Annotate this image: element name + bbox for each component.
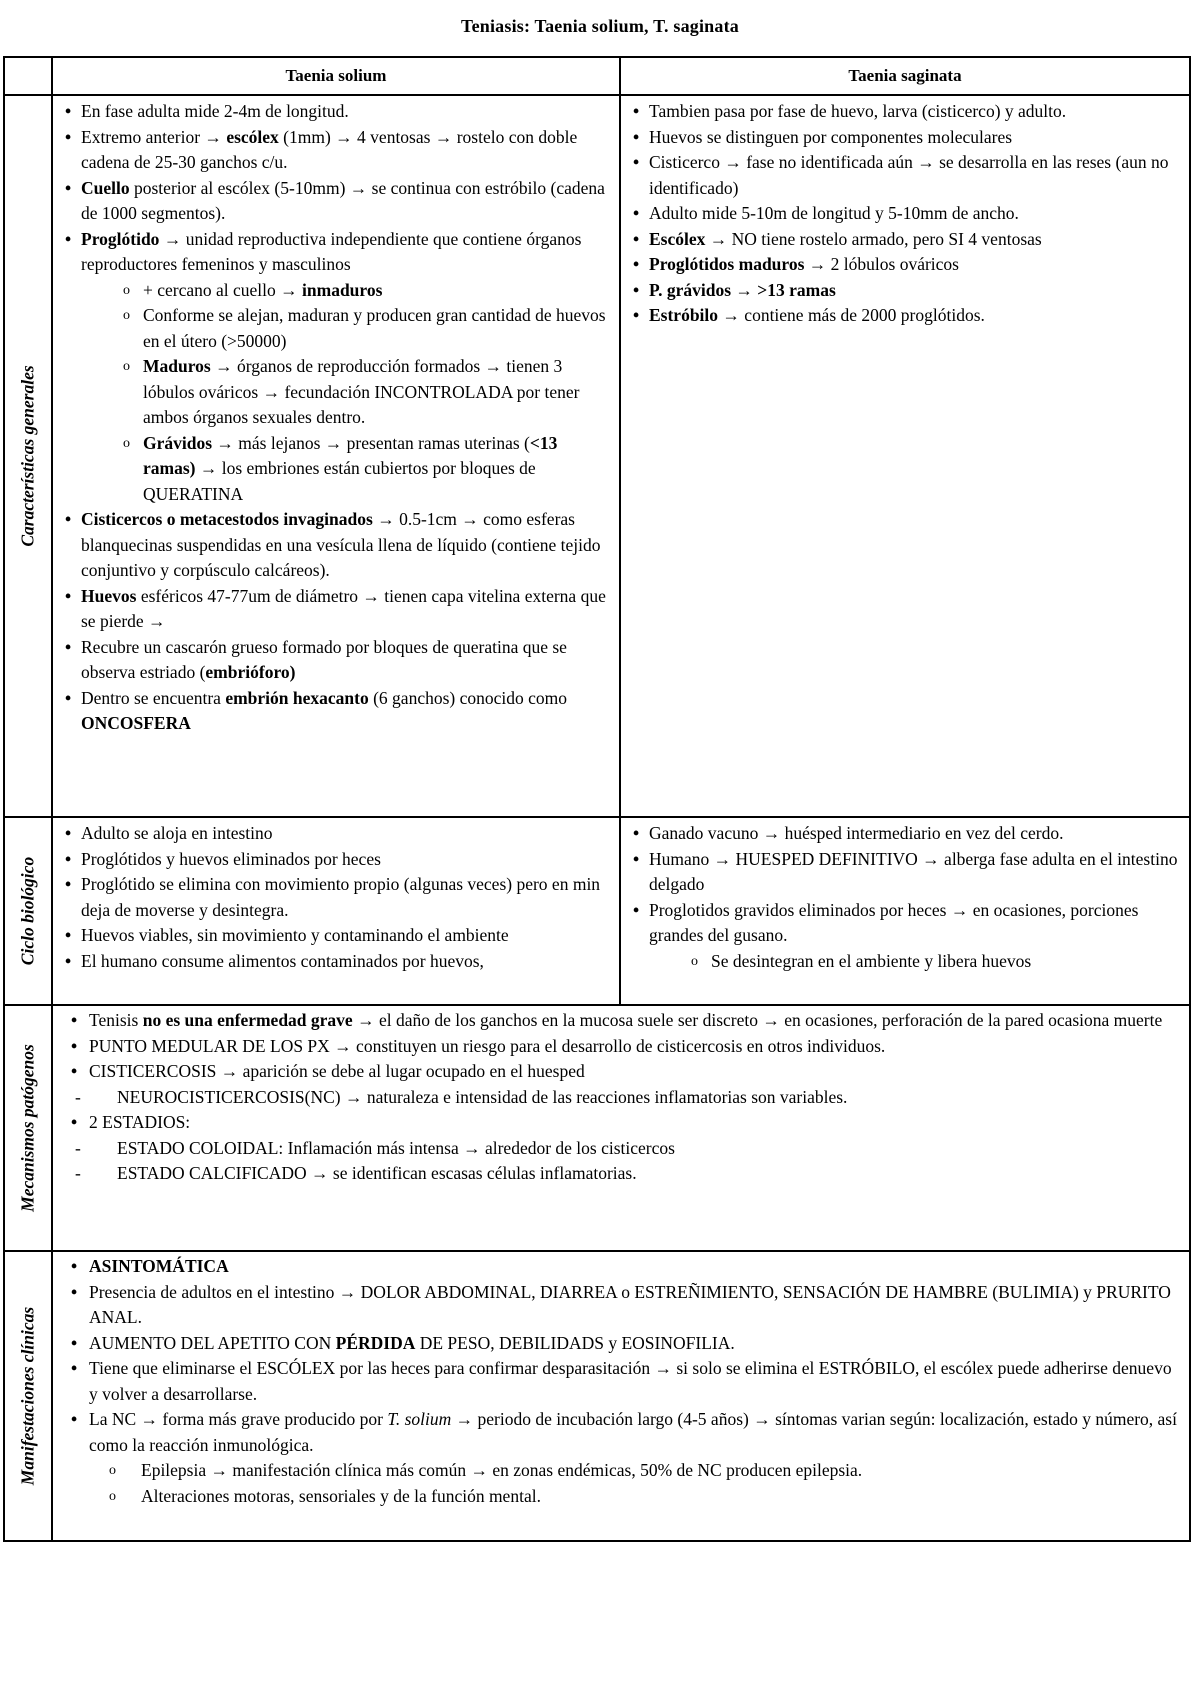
list-item: • Presencia de adultos en el intestino → DOLOR ABDOMINAL, DIARREA o ESTREÑIMIENTO, SENSACIÓN DE HAMBRE (BULIMIA) y PRURITO ANAL. [61, 1280, 1181, 1331]
caracteristicas-saginata-cell [620, 95, 1190, 817]
sub-list-item: o Epilepsia → manifestación clínica más común → en zonas endémicas, 50% de NC producen epilepsia. [61, 1458, 1181, 1484]
list-item: • PUNTO MEDULAR DE LOS PX → constituyen un riesgo para el desarrollo de cisticercosis en otros individuos. [61, 1034, 1181, 1060]
corner-cell [4, 57, 52, 95]
ciclo-saginata-cell [620, 817, 1190, 1005]
list-item: • Ganado vacuno → huésped intermediario en vez del cerdo. [629, 821, 1181, 847]
row-caracteristicas [4, 95, 1190, 817]
sub-list-item: o + cercano al cuello → inmaduros [81, 278, 611, 304]
section-label-manifestaciones [4, 1251, 52, 1541]
list-item: • Proglótido → unidad reproductiva independiente que contiene órganos reproductores femeninos y masculinos o + cercano al cuello → inmaduros o Conforme se alejan, maduran y producen gran cantidad de huevos en el útero (>50000) o Maduros → órganos de reproducción formados → tienen 3 lóbulos ováricos → fecundación INCONTROLADA por tener ambos órganos sexuales dentro. o Grávidos → más lejanos → presentan ramas uterinas (<13 ramas) → los embriones están cubiertos por bloques de QUERATINA [61, 227, 611, 508]
column-header-solium: Taenia solium [52, 57, 620, 95]
section-label-text: Mecanismos patógenos [17, 1044, 38, 1212]
section-label-caracteristicas [4, 95, 52, 817]
dash-item: - ESTADO COLOIDAL: Inflamación más intensa → alrededor de los cisticercos [61, 1136, 1181, 1162]
list-item: • Tiene que eliminarse el ESCÓLEX por las heces para confirmar desparasitación → si solo se elimina el ESTRÓBILO, el escólex puede adherirse denuevo y volver a desarrollarse. [61, 1356, 1181, 1407]
list-item: • 2 ESTADIOS: [61, 1110, 1181, 1136]
section-label-text: Manifestaciones clínicas [17, 1306, 38, 1486]
sub-list-item: o Grávidos → más lejanos → presentan ramas uterinas (<13 ramas) → los embriones están cubiertos por bloques de QUERATINA [81, 431, 611, 508]
sub-list-item: o Alteraciones motoras, sensoriales y de la función mental. [61, 1484, 1181, 1510]
manifestaciones-cell [52, 1251, 1190, 1541]
header-row [4, 57, 1190, 95]
list-item: • ASINTOMÁTICA [61, 1254, 1181, 1280]
list-item: • La NC → forma más grave producido por T. solium → periodo de incubación largo (4-5 años) → síntomas varian según: localización, estado y número, así como la reacción inmunológica. [61, 1407, 1181, 1458]
list-item: • Cuello posterior al escólex (5-10mm) → se continua con estróbilo (cadena de 1000 segmentos). [61, 176, 611, 227]
list-item: • El humano consume alimentos contaminados por huevos, [61, 949, 611, 975]
sub-list-item: o Se desintegran en el ambiente y libera huevos [649, 949, 1181, 975]
page-title: Teniasis: Taenia solium, T. saginata [461, 16, 739, 36]
list-item: • Huevos viables, sin movimiento y contaminando el ambiente [61, 923, 611, 949]
list-item: • Proglótido se elimina con movimiento propio (algunas veces) pero en min deja de moverse y desintegra. [61, 872, 611, 923]
list-item: • Recubre un cascarón grueso formado por bloques de queratina que se observa estriado (embrióforo) [61, 635, 611, 686]
dash-item: - NEUROCISTICERCOSIS(NC) → naturaleza e intensidad de las reacciones inflamatorias son variables. [61, 1085, 1181, 1111]
list-item: • Estróbilo → contiene más de 2000 proglótidos. [629, 303, 1181, 329]
list-item: • Tambien pasa por fase de huevo, larva (cisticerco) y adulto. [629, 99, 1181, 125]
list-item: • Tenisis no es una enfermedad grave → el daño de los ganchos en la mucosa suele ser discreto → en ocasiones, perforación de la pared ocasiona muerte [61, 1008, 1181, 1034]
sub-list-item: o Maduros → órganos de reproducción formados → tienen 3 lóbulos ováricos → fecundación INCONTROLADA por tener ambos órganos sexuales dentro. [81, 354, 611, 431]
list-item: • Proglótidos maduros → 2 lóbulos ováricos [629, 252, 1181, 278]
list-item: • AUMENTO DEL APETITO CON PÉRDIDA DE PESO, DEBILIDADS y EOSINOFILIA. [61, 1331, 1181, 1357]
list-item: • Proglótidos y huevos eliminados por heces [61, 847, 611, 873]
section-label-text: Características generales [17, 365, 38, 547]
list-item: • Cisticerco → fase no identificada aún → se desarrolla en las reses (aun no identificado) [629, 150, 1181, 201]
list-item: • Huevos se distinguen por componentes moleculares [629, 125, 1181, 151]
mecanismos-cell [52, 1005, 1190, 1251]
list-item: • En fase adulta mide 2-4m de longitud. [61, 99, 611, 125]
list-item: • Adulto se aloja en intestino [61, 821, 611, 847]
section-label-mecanismos [4, 1005, 52, 1251]
list-item: • Humano → HUESPED DEFINITIVO → alberga fase adulta en el intestino delgado [629, 847, 1181, 898]
column-header-saginata: Taenia saginata [620, 57, 1190, 95]
list-item: • CISTICERCOSIS → aparición se debe al lugar ocupado en el huesped [61, 1059, 1181, 1085]
caracteristicas-solium-cell [52, 95, 620, 817]
list-item: • Extremo anterior → escólex (1mm) → 4 ventosas → rostelo con doble cadena de 25-30 ganchos c/u. [61, 125, 611, 176]
section-label-ciclo [4, 817, 52, 1005]
row-ciclo [4, 817, 1190, 1005]
sub-list-item: o Conforme se alejan, maduran y producen gran cantidad de huevos en el útero (>50000) [81, 303, 611, 354]
list-item: • Proglotidos gravidos eliminados por heces → en ocasiones, porciones grandes del gusano. o Se desintegran en el ambiente y libera huevos [629, 898, 1181, 975]
list-item: • Adulto mide 5-10m de longitud y 5-10mm de ancho. [629, 201, 1181, 227]
list-item: • Cisticercos o metacestodos invaginados → 0.5-1cm → como esferas blanquecinas suspendidas en una vesícula llena de líquido (contiene tejido conjuntivo y corpúsculo calcáreos). [61, 507, 611, 584]
list-item: • P. grávidos → >13 ramas [629, 278, 1181, 304]
list-item: • Escólex → NO tiene rostelo armado, pero SI 4 ventosas [629, 227, 1181, 253]
list-item: • Dentro se encuentra embrión hexacanto (6 ganchos) conocido como ONCOSFERA [61, 686, 611, 737]
comparison-table [3, 56, 1191, 1542]
dash-item: - ESTADO CALCIFICADO → se identifican escasas células inflamatorias. [61, 1161, 1181, 1187]
list-item: • Huevos esféricos 47-77um de diámetro → tienen capa vitelina externa que se pierde → [61, 584, 611, 635]
row-manifestaciones [4, 1251, 1190, 1541]
ciclo-solium-cell [52, 817, 620, 1005]
section-label-text: Ciclo biológico [17, 856, 38, 966]
row-mecanismos [4, 1005, 1190, 1251]
